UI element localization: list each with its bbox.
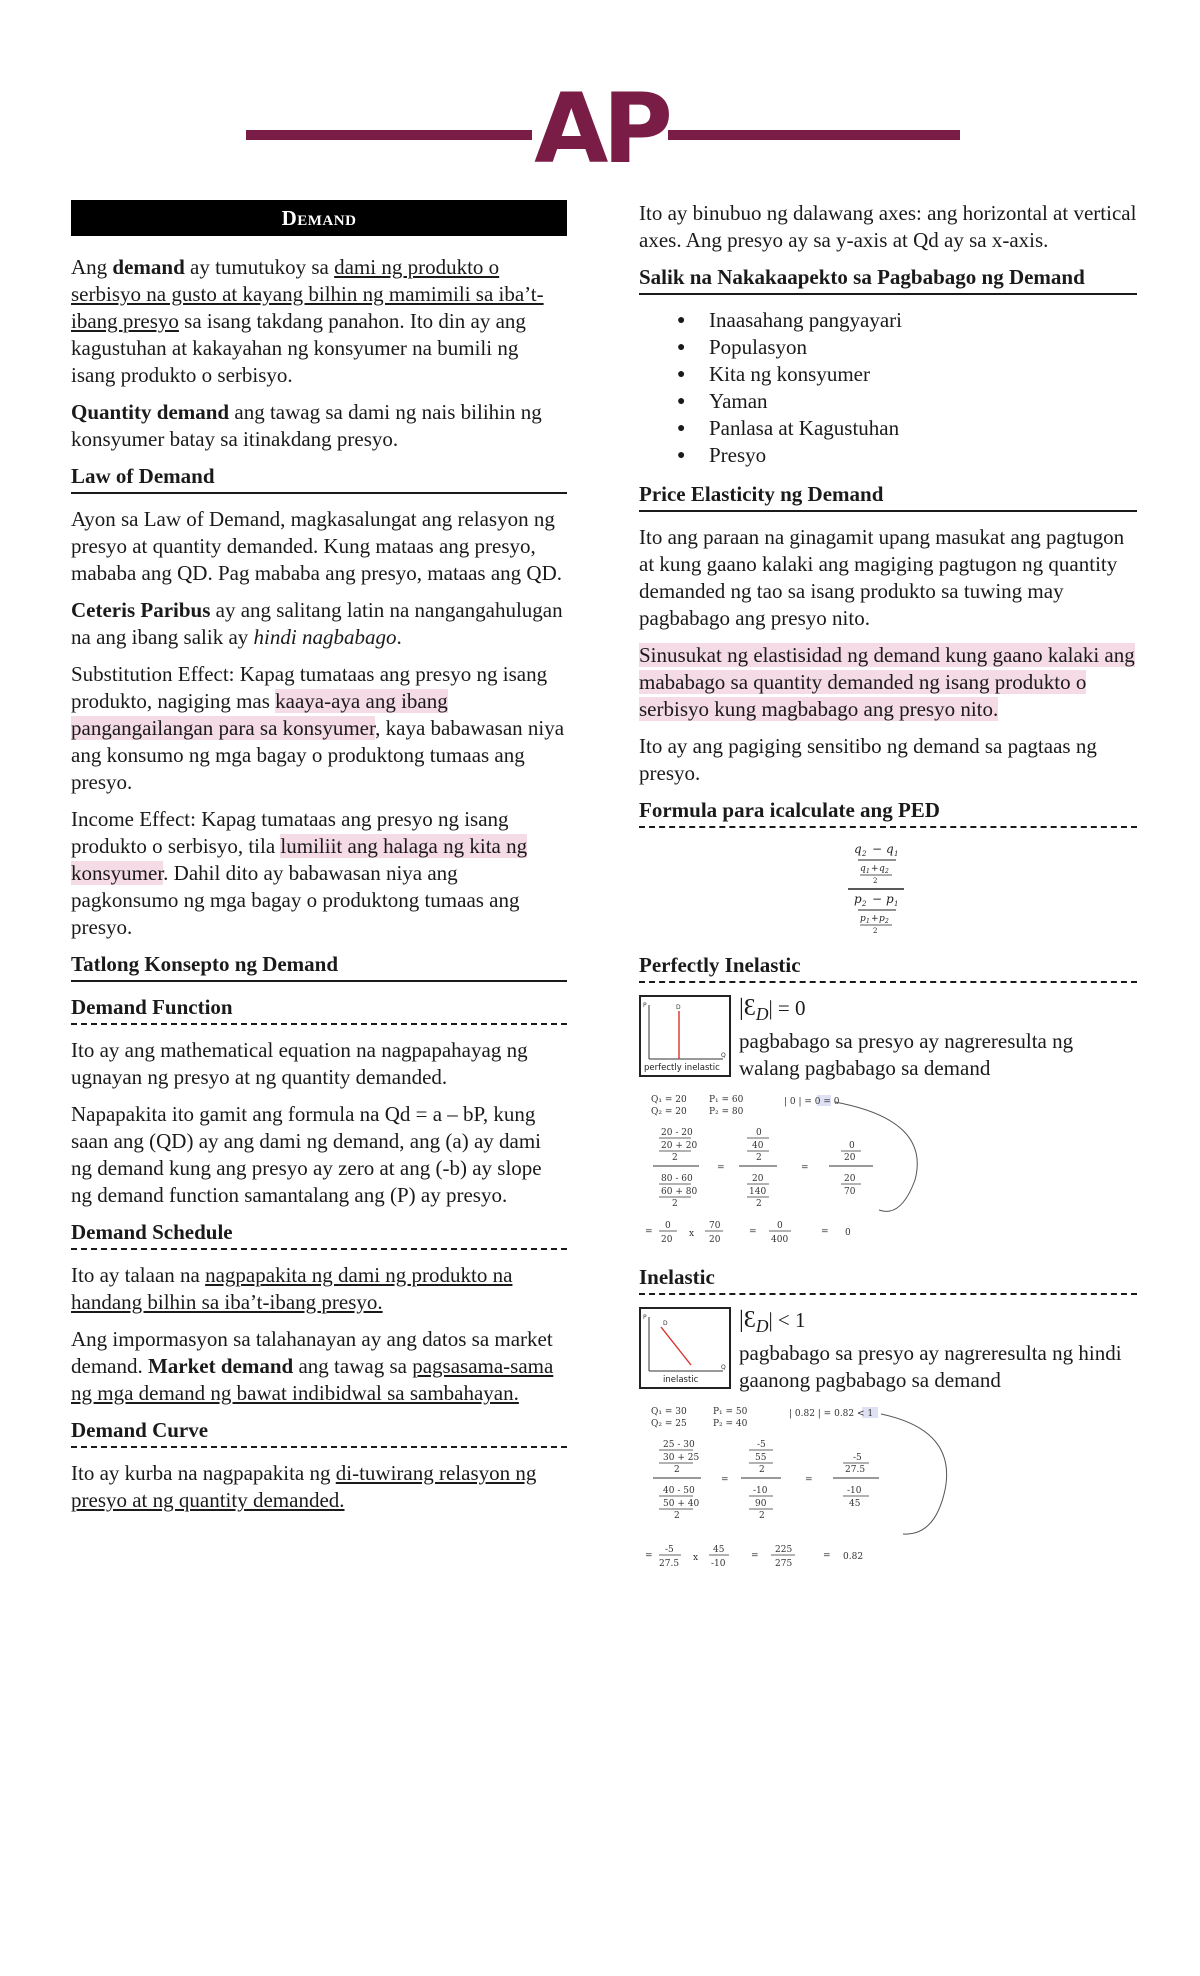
demand-schedule-text: Ito ay talaan na nagpapakita ng dami ng produkto na handang bilhin sa iba’t-ibang presyo. (71, 1263, 513, 1314)
inelastic-row (639, 1307, 1137, 1394)
svg-text:P₂ = 80: P₂ = 80 (709, 1107, 744, 1118)
svg-text:-5: -5 (757, 1440, 766, 1451)
svg-text:25 - 30: 25 - 30 (663, 1440, 695, 1451)
svg-text:2: 2 (885, 868, 889, 875)
svg-text:20: 20 (752, 1174, 764, 1185)
svg-text:=: = (645, 1227, 653, 1238)
svg-text:P₂ = 40: P₂ = 40 (713, 1419, 748, 1430)
list-item: ● Panlasa at Kagustuhan (677, 415, 1137, 442)
svg-text:2: 2 (674, 1465, 680, 1476)
svg-text:0: 0 (665, 1221, 671, 1232)
svg-text:70: 70 (844, 1187, 856, 1198)
inelastic-graph (639, 1307, 731, 1389)
svg-text:P: P (643, 1314, 647, 1322)
svg-text:55: 55 (755, 1453, 767, 1464)
list-item: ● Inaasahang pangyayari (677, 307, 1137, 334)
svg-text:400: 400 (771, 1235, 789, 1246)
calc-perfectly-inelastic (639, 1090, 939, 1250)
list-item: ● Presyo (677, 442, 1137, 469)
svg-text:x: x (689, 1229, 695, 1240)
svg-text:20: 20 (844, 1174, 856, 1185)
heading-salik: Salik na Nakakaapekto sa Pagbabago ng Demand (639, 264, 1137, 295)
heading-perfectly-inelastic: Perfectly Inelastic (639, 952, 1137, 983)
svg-text:Q₂ = 25: Q₂ = 25 (651, 1419, 687, 1430)
heading-demand-schedule: Demand Schedule (71, 1219, 567, 1250)
svg-text:1: 1 (866, 918, 870, 925)
svg-text:2: 2 (759, 1511, 765, 1522)
underlined-text: di-tuwirang relasyon ng presyo at ng quantity demanded. (71, 1461, 537, 1512)
svg-text:-5: -5 (853, 1453, 862, 1464)
income-effect-text: Income Effect: Kapag tumataas ang presyo ng isang produkto o serbisyo, tila lumiliit ang halaga ng kita ng konsyumer. Dahil dito ay babawasan niya ang pagkonsumo ng mga bagay o produktong tumaas ang presyo. (71, 807, 528, 939)
svg-text:D: D (676, 1004, 681, 1011)
heading-demand-function: Demand Function (71, 994, 567, 1025)
section-banner-demand: Demand (71, 200, 567, 236)
svg-text:2: 2 (674, 1511, 680, 1522)
svg-text:−: − (872, 842, 883, 856)
svg-text:=: = (801, 1163, 809, 1174)
highlighted-text: Sinusukat ng elastisidad ng demand kung gaano kalaki ang mababago sa quantity demanded ng isang produkto o serbisyo kung magbabago ang presyo nito. (639, 643, 1135, 721)
law-of-demand-text: Ayon sa Law of Demand, magkasalungat ang relasyon ng presyo at quantity demanded. Kung mataas ang presyo, mababa ang QD. Pag mababa ang presyo, mataas ang QD. (71, 507, 563, 585)
svg-text:Q: Q (721, 1364, 726, 1372)
svg-text:30 + 25: 30 + 25 (663, 1453, 700, 1464)
svg-text:2: 2 (862, 850, 867, 858)
axes-text: Ito ay binubuo ng dalawang axes: ang horizontal at vertical axes. Ang presyo ay sa y-axis at Qd ay sa x-axis. (639, 201, 1137, 252)
formula-p1: p (886, 892, 894, 906)
svg-text:p: p (860, 914, 866, 924)
graph-caption: inelastic (663, 1375, 699, 1386)
calc-result: | 0 | = 0 = 0 (784, 1097, 840, 1108)
perfectly-inelastic-graph (639, 995, 731, 1077)
right-column (639, 200, 1137, 1586)
bracket-curve (881, 1414, 947, 1534)
svg-text:225: 225 (775, 1545, 793, 1556)
svg-text:2: 2 (672, 1199, 678, 1210)
ceteris-paribus-text: Ceteris Paribus ay ang salitang latin na nangangahulugan na ang ibang salik ay hindi nagbabago. (71, 598, 563, 649)
underlined-text: pagsasama-sama ng mga demand ng bawat indibidwal sa sambahayan. (71, 1354, 554, 1405)
svg-text:1: 1 (894, 900, 899, 908)
heading-demand-curve: Demand Curve (71, 1417, 567, 1448)
svg-text:=: = (821, 1227, 829, 1238)
svg-text:0: 0 (777, 1221, 783, 1232)
svg-text:2: 2 (885, 918, 889, 925)
svg-text:2: 2 (873, 927, 878, 935)
svg-text:2: 2 (873, 877, 878, 885)
svg-text:20 - 20: 20 - 20 (661, 1128, 693, 1139)
list-item: ● Populasyon (677, 334, 1137, 361)
elasticity-highlight (639, 642, 1137, 723)
svg-text:-10: -10 (711, 1559, 726, 1570)
ped-formula (844, 840, 924, 936)
svg-text:0: 0 (845, 1228, 851, 1239)
svg-text:20 + 20: 20 + 20 (661, 1141, 698, 1152)
svg-text:2: 2 (756, 1199, 762, 1210)
svg-text:40: 40 (752, 1141, 764, 1152)
svg-text:Q₁ = 20: Q₁ = 20 (651, 1095, 687, 1106)
svg-text:80 - 60: 80 - 60 (661, 1174, 693, 1185)
formula-q1: q (886, 842, 894, 856)
svg-text:Q: Q (721, 1052, 726, 1059)
svg-text:=: = (645, 1551, 653, 1562)
svg-text:70: 70 (709, 1221, 721, 1232)
svg-text:60 + 80: 60 + 80 (661, 1187, 698, 1198)
svg-text:27.5: 27.5 (845, 1465, 866, 1476)
svg-text:275: 275 (775, 1559, 793, 1570)
highlighted-text: kaaya-aya ang ibang pangangailangan para sa konsyumer (71, 689, 448, 740)
market-demand-text: Ang impormasyon sa talahanayan ay ang datos sa market demand. Market demand ang tawag sa pagsasama-sama ng mga demand ng bawat indibidwal sa sambahayan. (71, 1327, 554, 1405)
svg-text:=: = (721, 1475, 729, 1486)
svg-text:0.82: 0.82 (843, 1552, 864, 1563)
graph-caption: perfectly inelastic (644, 1063, 720, 1073)
demand-function-formula-text: Napapakita ito gamit ang formula na Qd = a – bP, kung saan ang (QD) ay ang dami ng demand, ang (a) ay dami ng demand kung ang presyo ay zero at ang (-b) ay slope ng demand function samantalang ang (P) ay presyo. (71, 1102, 542, 1207)
heading-formula: Formula para icalculate ang PED (639, 797, 1137, 828)
svg-text:Q₂ = 20: Q₂ = 20 (651, 1107, 687, 1118)
svg-text:x: x (693, 1553, 699, 1564)
svg-text:2: 2 (756, 1153, 762, 1164)
svg-text:p: p (879, 914, 885, 924)
svg-text:+: + (871, 864, 879, 874)
svg-text:0: 0 (849, 1141, 855, 1152)
header-rule-left (246, 130, 532, 140)
svg-text:2: 2 (672, 1153, 678, 1164)
svg-text:40 - 50: 40 - 50 (663, 1486, 695, 1497)
svg-text:20: 20 (709, 1235, 721, 1246)
svg-text:45: 45 (849, 1499, 861, 1510)
svg-text:1: 1 (866, 868, 870, 875)
heading-inelastic: Inelastic (639, 1264, 1137, 1295)
svg-text:D: D (663, 1320, 668, 1328)
svg-text:=: = (749, 1227, 757, 1238)
svg-text:q: q (860, 864, 866, 874)
list-item: ● Yaman (677, 388, 1137, 415)
highlighted-text: lumiliit ang halaga ng kita ng konsyumer (71, 834, 528, 885)
svg-text:Q₁ = 30: Q₁ = 30 (651, 1407, 687, 1418)
svg-text:2: 2 (759, 1465, 765, 1476)
steep-demand-curve (661, 1327, 691, 1365)
heading-price-elasticity: Price Elasticity ng Demand (639, 481, 1137, 512)
svg-text:=: = (805, 1475, 813, 1486)
svg-text:P: P (643, 1002, 647, 1009)
demand-definition: Ang demand ay tumutukoy sa dami ng produkto o serbisyo na gusto at kayang bilhin ng mamimili sa iba’t-ibang presyo sa isang takdang panahon. Ito din ay ang kagustuhan at kakayahan ng konsyumer na bumili ng isang produkto o serbisyo. (71, 255, 544, 387)
sensitivity-text: Ito ay ang pagiging sensitibo ng demand sa pagtaas ng presyo. (639, 734, 1097, 785)
svg-text:P₁ = 60: P₁ = 60 (709, 1095, 744, 1106)
svg-text:=: = (751, 1551, 759, 1562)
svg-text:50 + 40: 50 + 40 (663, 1499, 700, 1510)
elasticity-value: $|Ɛ_D| = 0$ (739, 995, 806, 1025)
formula-p2: p (854, 892, 862, 906)
formula-q2: q (854, 842, 862, 856)
svg-text:27.5: 27.5 (659, 1559, 680, 1570)
underlined-text: dami ng produkto o serbisyo na gusto at kayang bilhin ng mamimili sa iba’t-ibang presyo (71, 255, 544, 333)
substitution-effect-text: Substitution Effect: Kapag tumataas ang presyo ng isang produkto, nagiging mas kaaya-aya ang ibang pangangailangan para sa konsyumer, kaya babawasan niya ang konsumo ng mga bagay o produktong tumaas ang presyo. (71, 662, 565, 794)
svg-text:=: = (717, 1163, 725, 1174)
left-column (71, 200, 567, 1524)
svg-text:-10: -10 (753, 1486, 768, 1497)
svg-text:−: − (872, 892, 883, 906)
header-brand (0, 73, 1200, 185)
underlined-text: nagpapakita ng dami ng produkto na handang bilhin sa iba’t-ibang presyo. (71, 1263, 513, 1314)
svg-text:20: 20 (661, 1235, 673, 1246)
salik-list (639, 307, 1137, 469)
svg-text:2: 2 (862, 900, 867, 908)
svg-text:45: 45 (713, 1545, 725, 1556)
svg-text:+: + (871, 914, 879, 924)
perfectly-inelastic-row (639, 995, 1137, 1082)
svg-text:-5: -5 (665, 1545, 674, 1556)
svg-text:=: = (823, 1551, 831, 1562)
svg-text:140: 140 (749, 1187, 767, 1198)
svg-text:P₁ = 50: P₁ = 50 (713, 1407, 748, 1418)
logo-ap: AP (534, 73, 667, 185)
elasticity-value: $|Ɛ_D| < 1$ (739, 1307, 806, 1337)
svg-text:90: 90 (755, 1499, 767, 1510)
header-rule-right (668, 130, 960, 140)
svg-text:q: q (879, 864, 885, 874)
svg-text:1: 1 (894, 850, 899, 858)
calc-inelastic (639, 1402, 959, 1572)
demand-function-text: Ito ay ang mathematical equation na nagpapahayag ng ugnayan ng presyo at ng quantity demanded. (71, 1038, 528, 1089)
perfectly-inelastic-desc: pagbabago sa presyo ay nagreresulta ng walang pagbabago sa demand (739, 1029, 1074, 1081)
quantity-demand-definition: Quantity demand ang tawag sa dami ng nais bilihin ng konsyumer batay sa itinakdang presyo. (71, 400, 542, 451)
inelastic-desc: pagbabago sa presyo ay nagreresulta ng hindi gaanong pagbabago sa demand (739, 1341, 1122, 1393)
heading-tatlong-konsepto: Tatlong Konsepto ng Demand (71, 951, 567, 982)
svg-text:20: 20 (844, 1153, 856, 1164)
svg-text:0: 0 (756, 1128, 762, 1139)
elasticity-text: Ito ang paraan na ginagamit upang masukat ang pagtugon at kung gaano kalaki ang magiging pagtugon ng quantity demanded ng tao sa isang produkto sa tuwing may pagbabago ang presyo nito. (639, 525, 1125, 630)
demand-curve-text: Ito ay kurba na nagpapakita ng di-tuwirang relasyon ng presyo at ng quantity demanded. (71, 1461, 537, 1512)
calc-result: | 0.82 | = 0.82 < 1 (789, 1409, 874, 1420)
svg-text:-10: -10 (847, 1486, 862, 1497)
heading-law-of-demand: Law of Demand (71, 463, 567, 494)
list-item: ● Kita ng konsyumer (677, 361, 1137, 388)
